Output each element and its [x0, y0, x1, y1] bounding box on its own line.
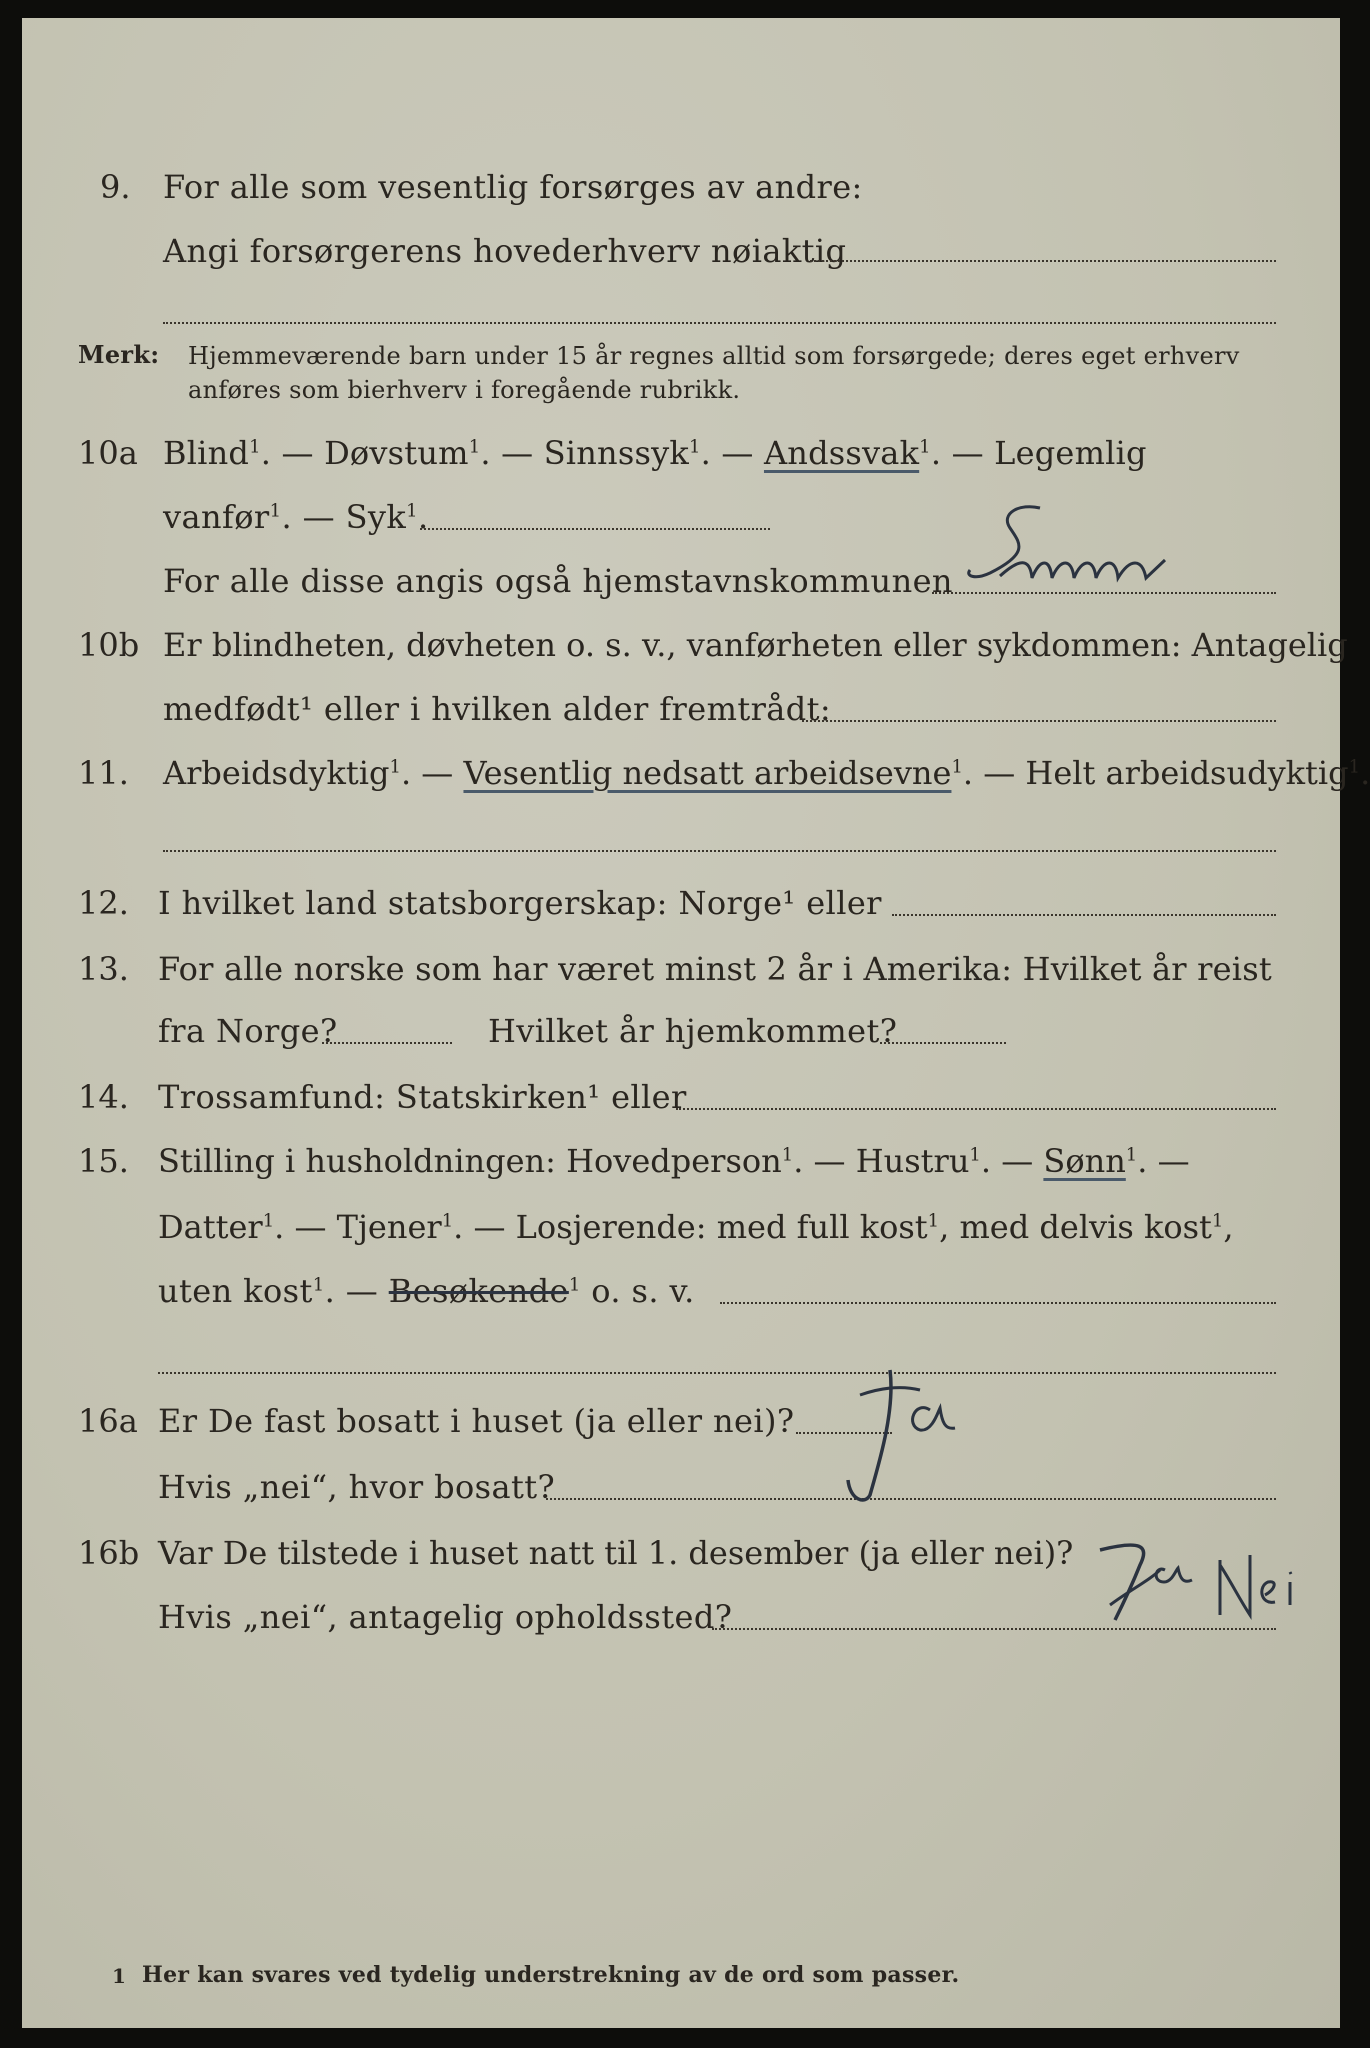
question-13-hjemkommet-line — [880, 1042, 1006, 1044]
option-arbeidsdyktig: Arbeidsdyktig — [163, 754, 390, 792]
question-16a-line-2: Hvis „nei“, hvor bosatt? — [158, 1468, 556, 1506]
question-16a-line-1: Er De fast bosatt i huset (ja eller nei)? — [158, 1402, 795, 1440]
question-14-answer-line — [676, 1108, 1276, 1110]
question-13-hjemkommet-label: Hvilket år hjemkommet? — [488, 1012, 898, 1050]
question-9-line-2: Angi forsørgerens hovederhverv nøiaktig — [163, 232, 847, 270]
question-9-answer-line — [810, 260, 1276, 262]
option-hustru: Hustru — [855, 1142, 970, 1180]
question-9-number: 9. — [100, 168, 131, 206]
question-10a-line-2: vanfør$^1$. — Syk$^1$. — [163, 498, 429, 536]
option-delvis-kost: med delvis kost — [959, 1208, 1212, 1246]
question-12-answer-line — [892, 914, 1276, 916]
option-hovedperson: Hovedperson — [566, 1142, 782, 1180]
option-besokende: Besøkende — [388, 1272, 569, 1310]
question-13-number: 13. — [78, 950, 129, 988]
option-sonn: Sønn — [1043, 1142, 1126, 1180]
question-14-line: Trossamfund: Statskirken¹ eller — [158, 1078, 687, 1116]
question-10b-line-2: medfødt¹ eller i hvilken alder fremtrådt: — [163, 690, 832, 728]
question-12-line: I hvilket land statsborgerskap: Norge¹ eller — [158, 884, 882, 922]
question-10a-number: 10a — [78, 434, 138, 472]
question-16b-number: 16b — [78, 1534, 140, 1572]
question-12-number: 12. — [78, 884, 129, 922]
option-tjener: Tjener — [336, 1208, 442, 1246]
question-10b-number: 10b — [78, 626, 140, 664]
footnote-mark: 1 — [112, 1964, 127, 1988]
option-full-kost: med full kost — [716, 1208, 928, 1246]
option-syk: Syk — [345, 498, 407, 536]
question-10b-answer-line — [802, 720, 1276, 722]
question-11-extra-line — [163, 850, 1276, 852]
stilling-label: Stilling i husholdningen: — [158, 1142, 556, 1180]
question-11-line: Arbeidsdyktig$^1$. — Vesentlig nedsatt arbeidsevne$^1$. — Helt arbeidsudyktig$^1$. — [163, 754, 1370, 792]
option-osv: o. s. v. — [591, 1272, 695, 1310]
question-10a-line-1: Blind$^1$. — Døvstum$^1$. — Sinnssyk$^1$. — Andssvak$^1$. — Legemlig — [163, 434, 1147, 472]
option-vanfor: vanfør — [163, 498, 270, 536]
question-16b-line-1: Var De tilstede i huset natt til 1. desember (ja eller nei)? — [158, 1534, 1074, 1572]
question-13-reist-line — [322, 1042, 452, 1044]
question-15-line-1: Stilling i husholdningen: Hovedperson$^1$. — Hustru$^1$. — Sønn$^1$. — — [158, 1142, 1190, 1180]
question-13-line-1: For alle norske som har været minst 2 år i Amerika: Hvilket år reist — [158, 950, 1272, 988]
question-16a-number: 16a — [78, 1402, 138, 1440]
option-losjerende: Losjerende: — [515, 1208, 707, 1246]
question-16b-line-2: Hvis „nei“, antagelig opholdssted? — [158, 1598, 733, 1636]
footnote-text: Her kan svares ved tydelig understrekning av de ord som passer. — [142, 1962, 960, 1988]
option-dovstum: Døvstum — [324, 434, 469, 472]
question-15-answer-line — [720, 1302, 1276, 1304]
question-15-extra-line — [158, 1372, 1276, 1374]
handwritten-hjemstavn-answer — [960, 498, 1210, 598]
option-blind: Blind — [163, 434, 250, 472]
question-10a-syk-line — [420, 528, 770, 530]
option-andssvak: Andssvak — [763, 434, 920, 472]
option-legemlig: Legemlig — [994, 434, 1147, 472]
option-nedsatt-arbeidsevne: Vesentlig nedsatt arbeidsevne — [463, 754, 952, 792]
question-15-line-2: Datter$^1$. — Tjener$^1$. — Losjerende: med full kost$^1$, med delvis kost$^1$, — [158, 1208, 1234, 1246]
option-datter: Datter — [158, 1208, 263, 1246]
handwritten-16a-answer — [820, 1350, 1020, 1510]
question-15-number: 15. — [78, 1142, 129, 1180]
handwritten-16b-answer — [1080, 1520, 1330, 1630]
question-9-line-1: For alle som vesentlig forsørges av andre: — [163, 168, 863, 206]
question-15-line-3: uten kost$^1$. — Besøkende$^1$ o. s. v. — [158, 1272, 695, 1310]
option-uten-kost: uten kost — [158, 1272, 313, 1310]
merk-label: Merk: — [78, 340, 160, 369]
merk-line-2: anføres som bierhverv i foregående rubrikk. — [188, 376, 741, 404]
question-14-number: 14. — [78, 1078, 129, 1116]
question-11-number: 11. — [78, 754, 129, 792]
question-10a-line-3: For alle disse angis også hjemstavnskommunen — [163, 562, 953, 600]
merk-line-1: Hjemmeværende barn under 15 år regnes alltid som forsørgede; deres eget erhverv — [188, 342, 1240, 370]
option-arbeidsudyktig: Helt arbeidsudyktig — [1025, 754, 1349, 792]
question-13-reist-label: fra Norge? — [158, 1012, 338, 1050]
question-10b-line-1: Er blindheten, døvheten o. s. v., vanførheten eller sykdommen: Antagelig — [163, 626, 1348, 664]
question-9-extra-line — [163, 322, 1276, 324]
option-sinnssyk: Sinnssyk — [543, 434, 689, 472]
